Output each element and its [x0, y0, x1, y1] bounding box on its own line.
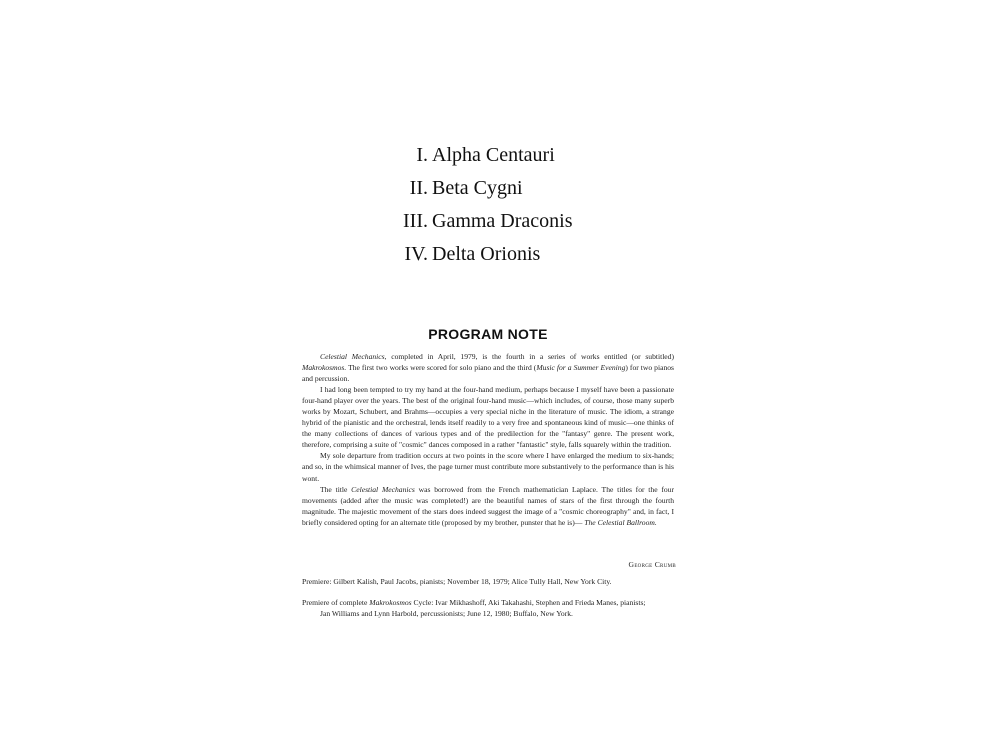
movement-name: Beta Cygni: [432, 177, 523, 199]
premiere-text: Cycle: Ivar Mikhashoff, Aki Takahashi, Stephen and Frieda Manes, pianists;: [411, 598, 646, 607]
movement-item: [380, 142, 640, 175]
movement-item: [380, 175, 640, 208]
note-paragraph: [302, 351, 674, 384]
movement-name: Delta Orionis: [432, 243, 541, 265]
movement-numeral: III.: [403, 210, 428, 232]
work-title: Music for a Summer Evening: [536, 363, 626, 373]
movement-list: [380, 142, 640, 274]
work-title: Celestial Mechanics,: [320, 352, 387, 361]
series-title: Makrokosmos.: [302, 363, 347, 373]
author-signature: [302, 560, 676, 569]
movement-name: Gamma Draconis: [432, 210, 573, 232]
author-name: George Crumb: [628, 560, 676, 569]
movement-name: Alpha Centauri: [432, 144, 555, 166]
note-paragraph: I had long been tempted to try my hand at the four-hand medium, perhaps because I myself have been a passionate four-hand player over the years. The best of the original four-hand music—which includes, of course, those many superb works by Mozart, Schubert, and Brahms—occupies a very special niche in the literature of music. The idiom, a strange hybrid of the pianistic and the orchestral, lends itself readily to a very free and spontaneous kind of music—one thinks of the many collections of dances of various types and of the predilection for the "fantasy" genre. The present work, therefore, comprising a suite of "cosmic" dances composed in a rather "fantastic" style, falls squarely within the tradition.: [302, 385, 674, 450]
note-paragraph: My sole departure from tradition occurs at two points in the score where I have enlarged the medium to six-hands; and so, in the whimsical manner of Ives, the page turner must contribute more substantively to the performance than is his wont.: [302, 451, 674, 483]
movement-numeral: I.: [416, 144, 428, 166]
note-text: was borrowed from the French mathematician Laplace. The titles for the four movements (added after the music was completed!) are the beautiful names of stars of the first through the fourth magnitude. The majestic movement of the stars does indeed suggest the image of a "cosmic choreography" and, in fact, I briefly considered opting for an alternate title (proposed by my brother, punster that he is)—: [302, 484, 674, 527]
program-note-title: PROGRAM NOTE: [428, 326, 548, 342]
note-text: ) for two pianos and percussion.: [302, 363, 675, 384]
premiere-percussion-line: Jan Williams and Lynn Harbold, percussionists; June 12, 1980; Buffalo, New York.: [320, 609, 573, 618]
note-text: completed in April, 1979, is the fourth in a series of works entitled (or subtitled): [386, 352, 675, 361]
program-note-body: [302, 351, 674, 528]
movement-numeral: IV.: [404, 243, 428, 265]
premiere-info: Premiere: Gilbert Kalish, Paul Jacobs, pianists; November 18, 1979; Alice Tully Hall, New York City.: [302, 577, 612, 586]
work-title: Celestial Mechanics: [351, 484, 415, 494]
premiere-complete-info: [302, 597, 676, 619]
note-text: The first two works were scored for solo piano and the third (: [346, 363, 537, 373]
movement-numeral: II.: [409, 177, 428, 199]
alternate-title: The Celestial Ballroom.: [584, 517, 657, 527]
note-text: The title: [320, 484, 352, 494]
note-paragraph: [302, 484, 674, 528]
series-title: Makrokosmos: [369, 598, 412, 607]
movement-item: [380, 241, 640, 274]
movement-item: [380, 208, 640, 241]
premiere-text: Premiere of complete: [302, 598, 370, 607]
